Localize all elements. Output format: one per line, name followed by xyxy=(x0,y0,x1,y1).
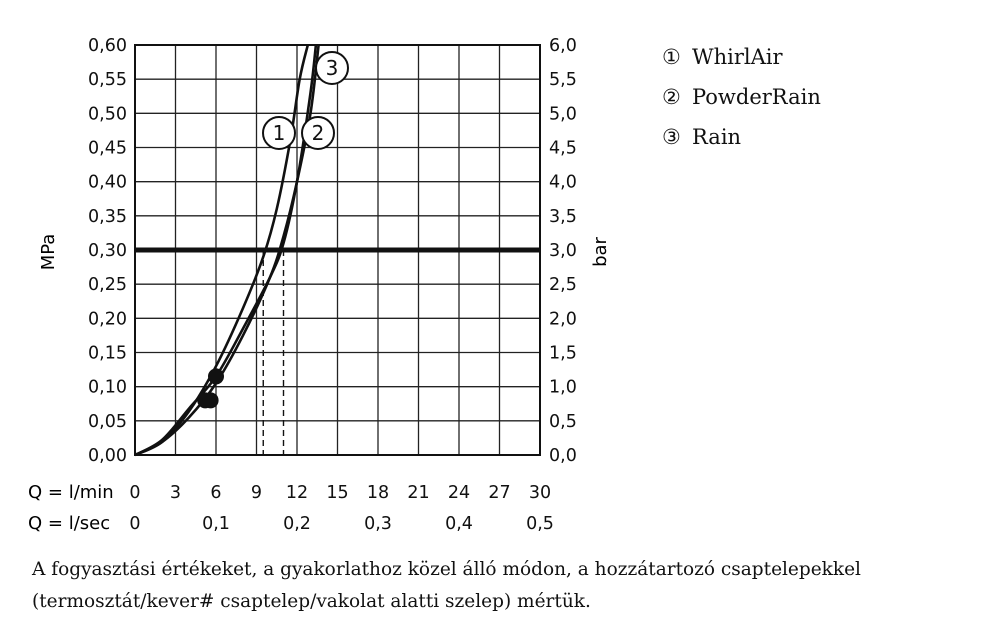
marker-powderrain xyxy=(302,117,334,149)
y-left-tick-label: 0,45 xyxy=(88,138,127,159)
y-right-tick-label: 2,5 xyxy=(549,275,577,296)
x-lmin-tick-label: 30 xyxy=(528,483,552,503)
y-left-tick-label: 0,05 xyxy=(88,411,127,432)
x-lsec-tick-label: 0,3 xyxy=(364,514,392,534)
marker-number: 2 xyxy=(311,121,325,145)
y-right-tick-label: 3,0 xyxy=(549,241,577,261)
x-lmin-tick-labels xyxy=(129,483,551,503)
y-left-tick-label: 0,50 xyxy=(88,104,127,125)
y-right-tick-label: 2,0 xyxy=(549,309,577,330)
legend-label: Rain xyxy=(692,125,742,149)
y-right-tick-label: 0,5 xyxy=(549,411,577,432)
legend-label: PowderRain xyxy=(692,85,821,109)
legend-item-whirlair xyxy=(662,40,821,80)
y-left-tick-label: 0,40 xyxy=(88,172,127,193)
y-right-tick-label: 5,0 xyxy=(549,104,577,125)
x-lsec-tick-label: 0,1 xyxy=(202,514,230,534)
y-right-tick-label: 0,0 xyxy=(549,446,577,466)
y-left-tick-label: 0,15 xyxy=(88,343,127,364)
y-right-tick-label: 4,0 xyxy=(549,172,577,193)
x-lsec-axis-label: Q = l/sec xyxy=(28,513,111,534)
series-dots xyxy=(197,368,224,408)
y-right-tick-label: 1,0 xyxy=(549,377,577,398)
x-lmin-tick-label: 3 xyxy=(169,483,182,503)
legend-item-rain xyxy=(662,120,821,160)
y-right-tick-label: 4,5 xyxy=(549,138,577,159)
caption-line-2: (termosztát/kever# csaptelep/vakolat alatti szelep) mértük. xyxy=(32,591,591,612)
dot-rain xyxy=(208,368,224,384)
legend-number: ② xyxy=(662,85,681,109)
x-lmin-tick-label: 6 xyxy=(210,483,222,503)
legend-number: ① xyxy=(662,45,681,69)
y-left-tick-label: 0,35 xyxy=(88,206,127,227)
y-left-tick-label: 0,55 xyxy=(88,70,127,91)
legend-number: ③ xyxy=(662,125,681,149)
y-left-tick-label: 0,25 xyxy=(88,275,127,296)
x-lmin-axis-label: Q = l/min xyxy=(28,482,114,503)
x-lsec-tick-label: 0,2 xyxy=(283,514,311,534)
x-lmin-tick-label: 24 xyxy=(447,483,471,503)
legend-item-powderrain xyxy=(662,80,821,120)
marker-number: 1 xyxy=(272,121,286,145)
x-lmin-tick-label: 12 xyxy=(285,483,309,503)
y-left-tick-label: 0,20 xyxy=(88,309,127,330)
x-lmin-tick-label: 9 xyxy=(250,483,263,503)
x-lmin-tick-label: 0 xyxy=(129,483,141,503)
x-lsec-tick-labels xyxy=(129,514,553,534)
caption-line-1: A fogyasztási értékeket, a gyakorlathoz közel álló módon, a hozzátartozó csaptelepekkel xyxy=(32,559,861,580)
y-left-tick-label: 0,30 xyxy=(88,241,127,261)
dot-powderrain xyxy=(203,392,219,408)
y-left-tick-labels xyxy=(88,36,127,466)
x-lsec-tick-label: 0,5 xyxy=(526,514,554,534)
x-lsec-tick-label: 0 xyxy=(129,514,141,534)
y-right-tick-label: 5,5 xyxy=(549,70,577,91)
y-right-tick-label: 3,5 xyxy=(549,206,577,227)
y-right-axis-label: bar xyxy=(590,237,611,267)
caption xyxy=(32,554,982,618)
x-lmin-tick-label: 18 xyxy=(366,483,390,503)
x-lmin-tick-label: 27 xyxy=(488,483,511,503)
y-left-tick-label: 0,60 xyxy=(88,36,127,56)
x-lmin-tick-label: 15 xyxy=(326,483,349,503)
y-left-tick-label: 0,10 xyxy=(88,377,127,398)
y-right-tick-label: 1,5 xyxy=(549,343,577,364)
marker-rain xyxy=(316,52,348,84)
y-right-tick-labels xyxy=(549,36,577,466)
y-right-tick-label: 6,0 xyxy=(549,36,577,56)
marker-whirlair xyxy=(263,117,295,149)
legend-label: WhirlAir xyxy=(692,45,783,69)
x-lsec-tick-label: 0,4 xyxy=(445,514,473,534)
legend xyxy=(662,40,821,160)
y-left-axis-label: MPa xyxy=(38,233,59,271)
x-lmin-tick-label: 21 xyxy=(407,483,430,503)
marker-number: 3 xyxy=(325,56,339,80)
curve-markers xyxy=(263,52,348,149)
y-left-tick-label: 0,00 xyxy=(88,446,127,466)
